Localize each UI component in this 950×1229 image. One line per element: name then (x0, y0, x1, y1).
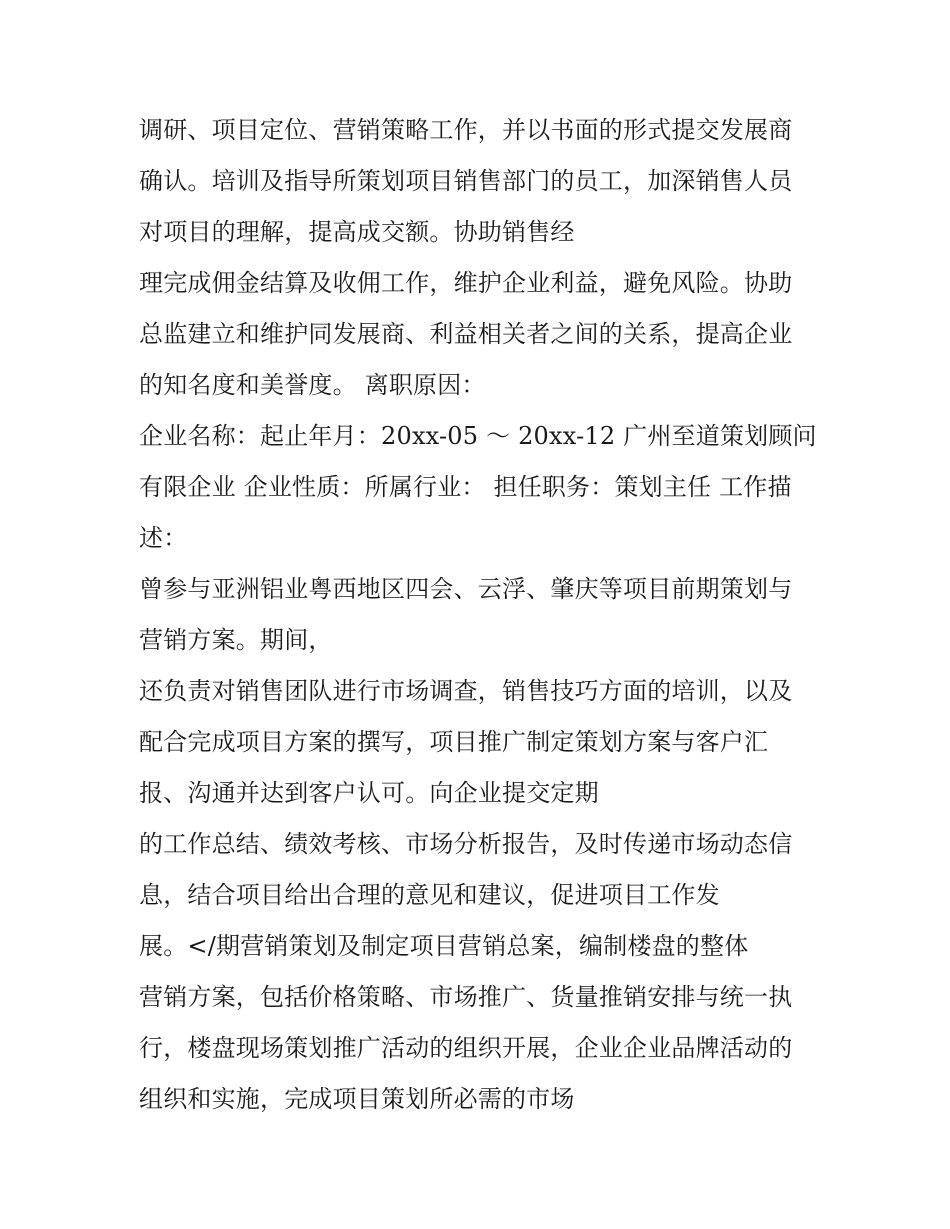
text-line: 理完成佣金结算及收佣工作，维护企业利益，避免风险。协助 (139, 269, 793, 297)
text-line: 曾参与亚洲铝业粤西地区四会、云浮、肇庆等项目前期策划与 (139, 575, 793, 603)
document-body (139, 110, 829, 1130)
text-line: 配合完成项目方案的撰写，项目推广制定策划方案与客户汇 (139, 728, 769, 756)
text-line: 的工作总结、绩效考核、市场分析报告，及时传递市场动态信 (139, 830, 793, 858)
text-line: 有限企业 企业性质：所属行业： 担任职务：策划主任 工作描 (139, 473, 792, 501)
text-line: 确认。培训及指导所策划项目销售部门的员工，加深销售人员 (139, 167, 793, 195)
text-line: 展。</期营销策划及制定项目营销总案，编制楼盘的整体 (139, 932, 749, 960)
text-line: 息，结合项目给出合理的意见和建议，促进项目工作发 (139, 881, 720, 909)
text-line: 总监建立和维护同发展商、利益相关者之间的关系，提高企业 (139, 320, 793, 348)
text-line: 企业名称：起止年月：20xx-05 ～ 20xx-12 广州至道策划顾问 (139, 422, 817, 450)
text-line: 述： (139, 524, 188, 552)
text-line: 的知名度和美誉度。 离职原因： (139, 371, 486, 399)
text-line: 还负责对销售团队进行市场调查，销售技巧方面的培训，以及 (139, 677, 793, 705)
text-line: 报、沟通并达到客户认可。向企业提交定期 (139, 779, 599, 807)
text-line: 组织和实施，完成项目策划所必需的市场 (139, 1085, 575, 1113)
text-line: 行，楼盘现场策划推广活动的组织开展，企业企业品牌活动的 (139, 1034, 793, 1062)
text-line: 营销方案。期间， (139, 626, 333, 654)
text-line: 调研、项目定位、营销策略工作，并以书面的形式提交发展商 (139, 116, 793, 144)
text-line: 营销方案，包括价格策略、市场推广、货量推销安排与统一执 (139, 983, 793, 1011)
text-line: 对项目的理解，提高成交额。协助销售经 (139, 218, 575, 246)
